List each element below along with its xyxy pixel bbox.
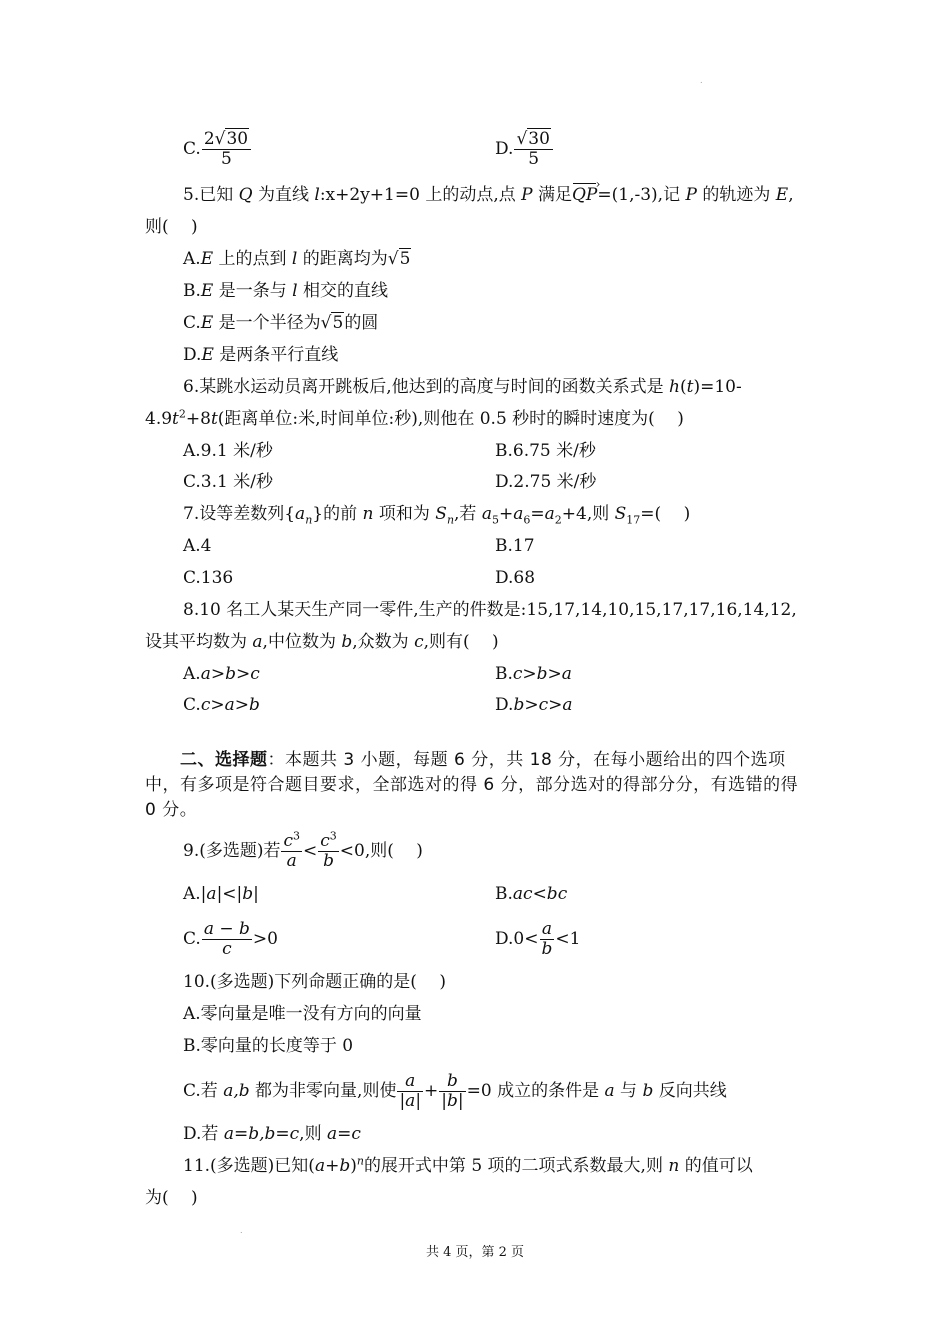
q6-option-a: A.9.1 米/秒: [183, 441, 273, 461]
q5-option-a: A.E 上的点到 l 的距离均为√5: [183, 249, 411, 269]
q9-option-c: C. $\frac{a - b}{c}$ >0: [183, 919, 278, 959]
q11-stem: 11.(多选题)已知$(a+b)^n$的展开式中第 5 项的二项式系数最大,则 n 的值可以: [183, 1154, 753, 1176]
vector-qp: QP ›: [572, 183, 597, 207]
q9-option-a: A.|a|<|b|: [183, 884, 259, 904]
q8-stem-line2: 设其平均数为 a,中位数为 b,众数为 c,则有( ): [145, 632, 499, 652]
section-2-instructions: 二、选择题：本题共 3 小题，每题 6 分，共 18 分，在每小题给出的四个选项中，有多项是符合题目要求，全部选对的得 6 分，部分选对的得部分分，有选错的得 0 分。: [145, 750, 799, 820]
q9-option-d: D.0< $\frac{a}{b}$ <1: [495, 919, 581, 959]
q8-stem: 8.10 名工人某天生产同一零件,生产的件数是:15,17,14,10,15,17,17,16,14,12,: [183, 600, 797, 620]
q6-option-d: D.2.75 米/秒: [495, 472, 597, 492]
q9-option-b: B.ac<bc: [495, 884, 568, 904]
q7-option-c: C.136: [183, 568, 234, 588]
q10-option-d: D.若 a=b,b=c,则 a=c: [183, 1124, 361, 1144]
q7-stem: 7.设等差数列$\{a_n\}$的前 n 项和为 $S_n$,若 $a_5+a_6=a_2+4$,则 $S_{17}=$( ): [183, 504, 691, 527]
q5-stem-line2: 则( ): [145, 217, 198, 237]
q10-stem: 10.(多选题)下列命题正确的是( ): [183, 972, 446, 992]
bottom-mark: .: [240, 1226, 243, 1235]
q9-stem: 9.(多选题)若 $\frac{c^3}{a}$ < $\frac{c^3}{b}$ <0,则( ): [183, 829, 423, 871]
q4-option-c: C. $\frac{2√30}{5}$: [183, 130, 252, 169]
q8-option-a: A.a>b>c: [183, 664, 260, 684]
q11-stem-line2: 为( ): [145, 1188, 198, 1208]
q7-option-d: D.68: [495, 568, 536, 588]
q5-option-b: B.E 是一条与 l 相交的直线: [183, 281, 388, 301]
q10-option-b: B.零向量的长度等于 0: [183, 1036, 354, 1056]
q5-option-d: D.E 是两条平行直线: [183, 345, 339, 365]
q10-option-c: C.若 a,b 都为非零向量,则使 $\frac{a}{|a|}$ + $\frac{b}{|b|}$ =0 成立的条件是 a 与 b 反向共线: [183, 1071, 727, 1111]
q5-stem: 5.已知 Q 为直线 l:x+2y+1=0 上的动点,点 P 满足QP ›=(1,-3),记 P 的轨迹为 E,: [183, 183, 794, 207]
q4-option-d: D. $\frac{√30}{5}$: [495, 130, 554, 169]
q8-option-d: D.b>c>a: [495, 695, 573, 715]
q7-option-a: A.4: [183, 536, 212, 556]
section-2-title: 二、选择题: [180, 750, 268, 770]
q5-option-c: C.E 是一个半径为√5的圆: [183, 313, 379, 333]
q6-stem: 6.某跳水运动员离开跳板后,他达到的高度与时间的函数关系式是 h(t)=10-: [183, 377, 742, 397]
q8-option-c: C.c>a>b: [183, 695, 260, 715]
q6-option-b: B.6.75 米/秒: [495, 441, 596, 461]
q6-option-c: C.3.1 米/秒: [183, 472, 273, 492]
q10-option-a: A.零向量是唯一没有方向的向量: [183, 1004, 422, 1024]
q7-option-b: B.17: [495, 536, 535, 556]
page-footer: 共 4 页，第 2 页: [425, 1245, 525, 1260]
q8-option-b: B.c>b>a: [495, 664, 572, 684]
corner-mark: .: [700, 76, 703, 85]
q6-stem-line2: $4.9t^2+8t$(距离单位:米,时间单位:秒),则他在 0.5 秒时的瞬时速度为( ): [145, 407, 684, 429]
